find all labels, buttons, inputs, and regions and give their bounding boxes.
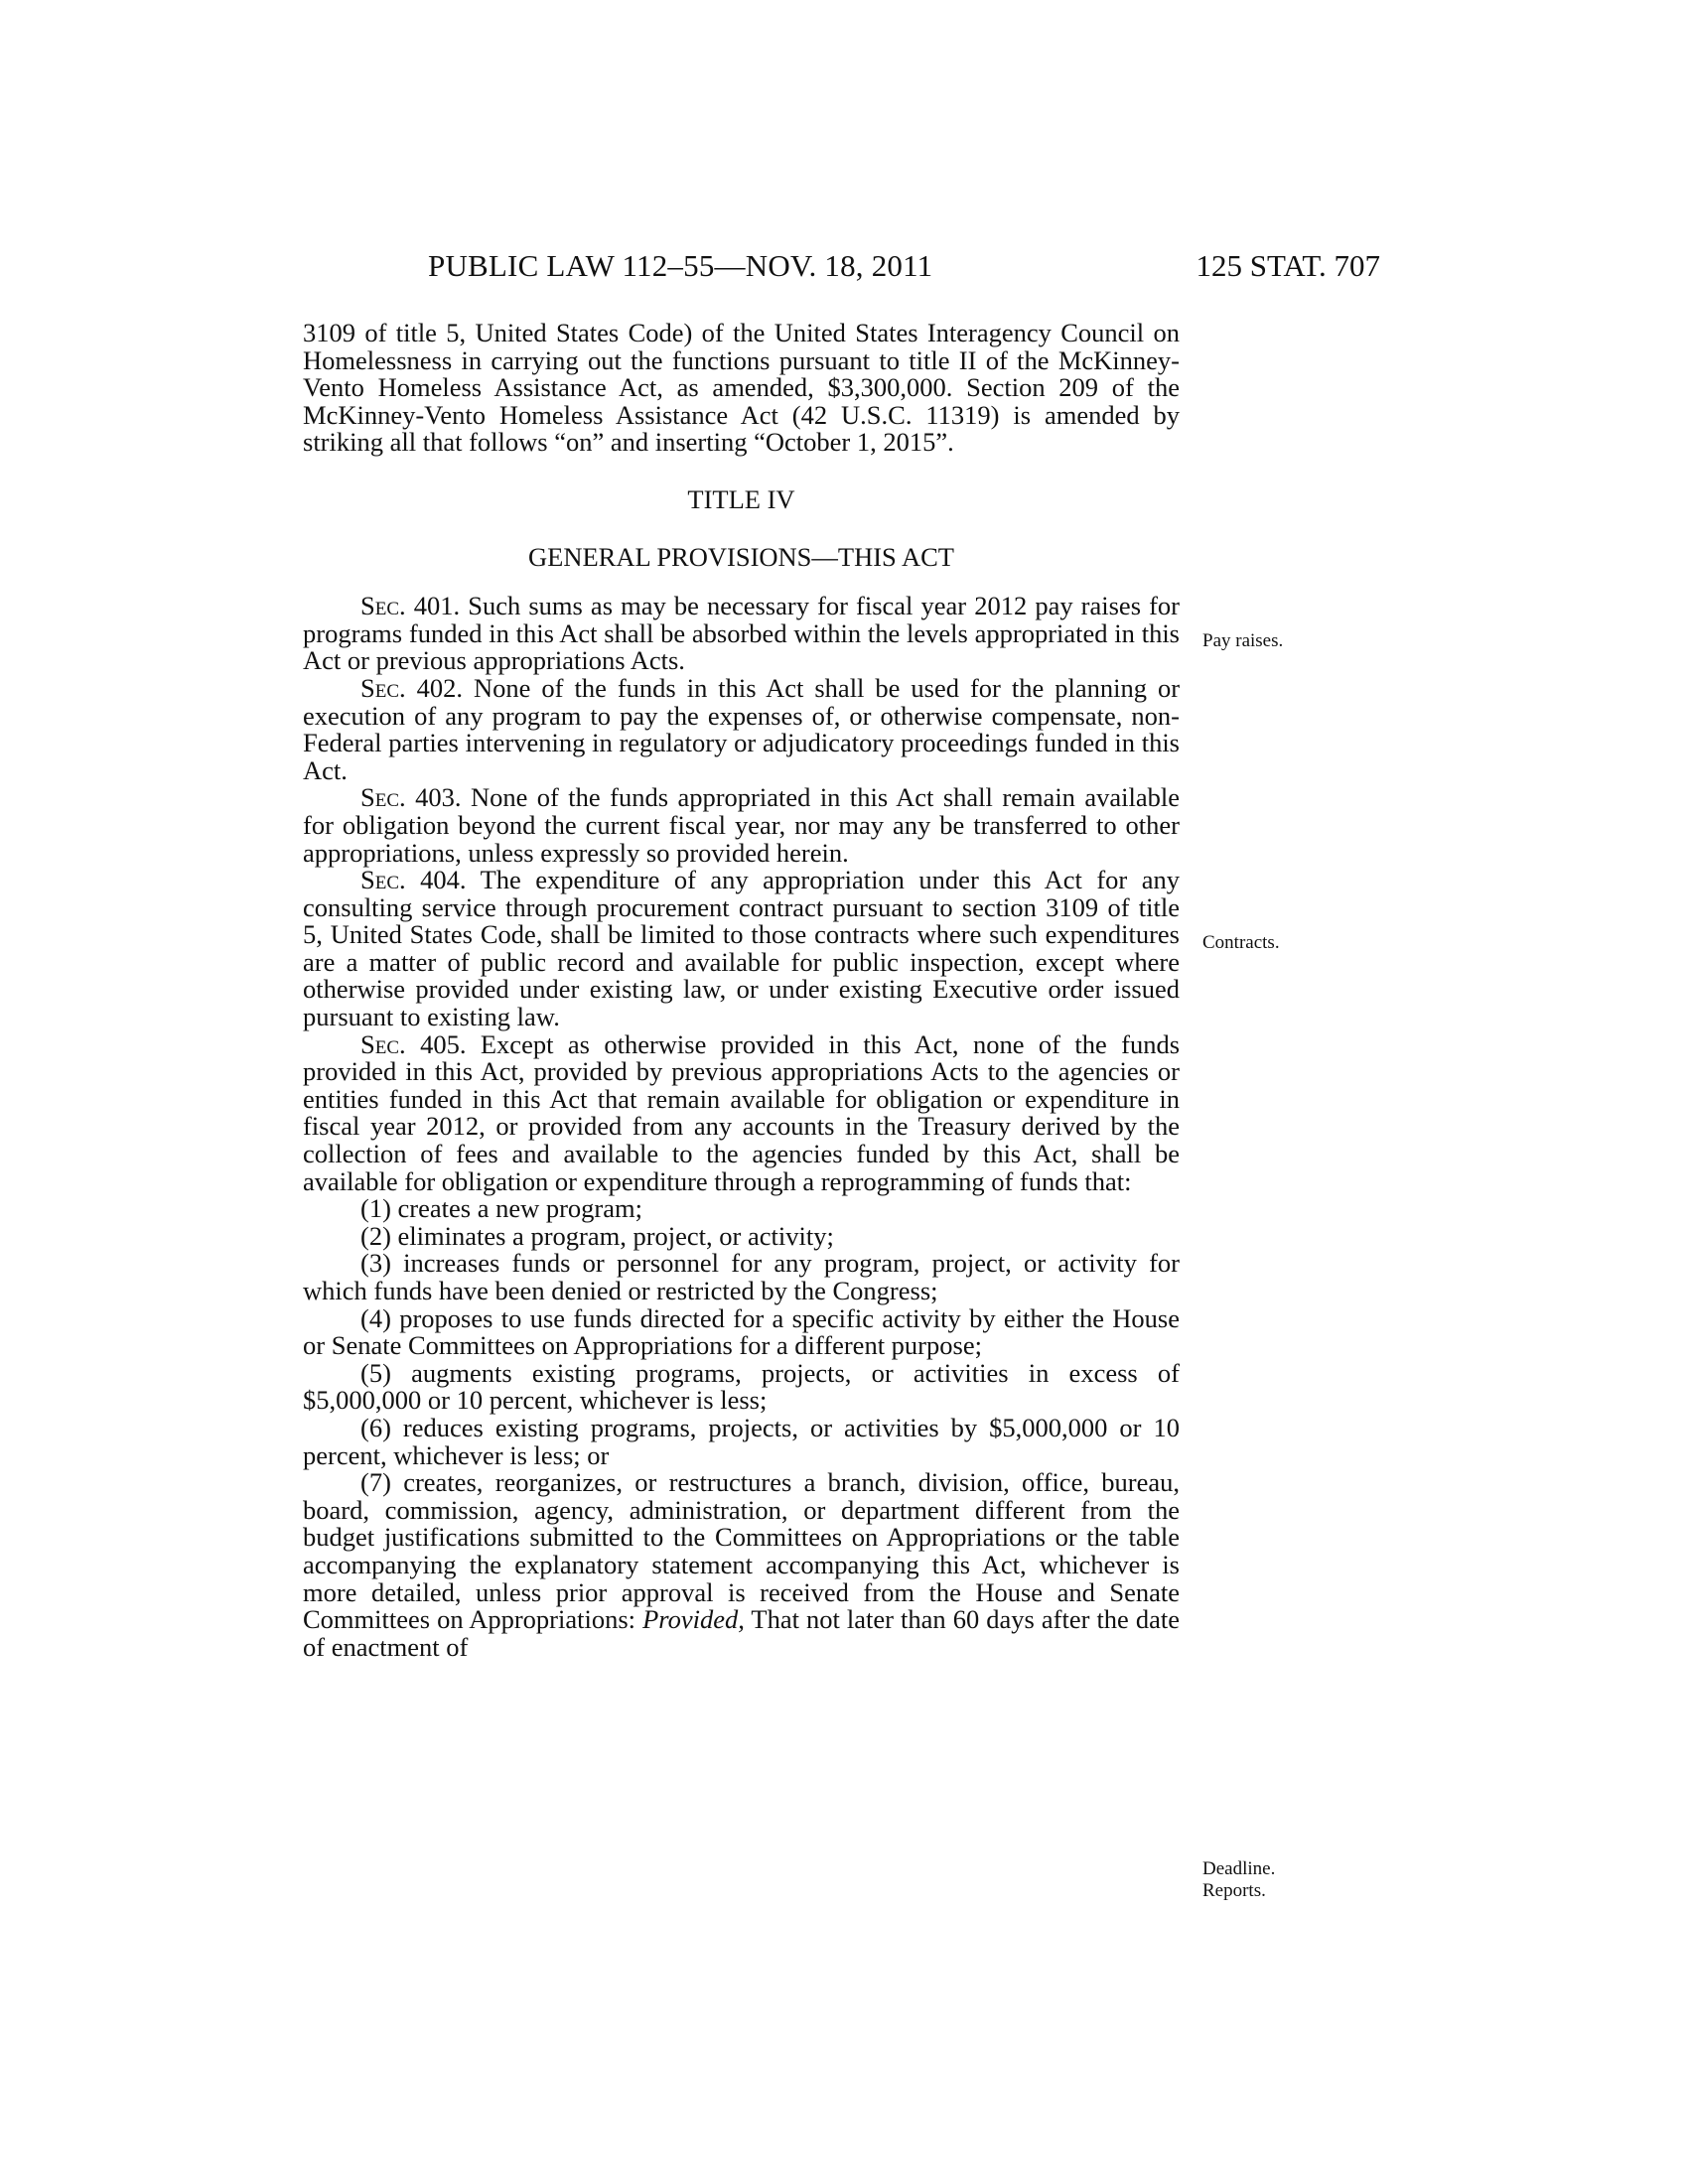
sec-label: Sec. (360, 591, 406, 621)
margin-note-reports: Reports. (1202, 1880, 1266, 1901)
running-title: PUBLIC LAW 112–55—NOV. 18, 2011 (428, 248, 933, 283)
section-number: 405. (420, 1028, 467, 1059)
section-text: None of the funds appropriated in this Act shall remain available for obligation beyond the current fiscal year, nor may any be transferred to other appropriations, unless expressly so provided herein. (303, 782, 1181, 868)
list-item: (3) increases funds or personnel for any program, project, or activity for which funds have been denied or restricted by the Congress; (303, 1248, 1180, 1305)
section-group-heading: GENERAL PROVISIONS—THIS ACT (528, 541, 954, 572)
list-item: (2) eliminates a program, project, or activity; (360, 1220, 834, 1251)
provided-term: Provided, (642, 1604, 745, 1635)
intro-paragraph: 3109 of title 5, United States Code) of the United States Interagency Council on Homelessness in carrying out the functions pursuant to title II of the McKinney-Vento Homeless Assistance Act, as amended, $3,300,000. Section 209 of the McKinney-Vento Homeless Assistance Act (42 U.S.C. 11319) is amended by striking all that follows “on” and inserting “October 1, 2015”. (303, 318, 1180, 458)
sec-label: Sec. (360, 782, 406, 813)
list-item-7 (303, 1469, 1180, 1661)
section-402 (303, 672, 1181, 785)
margin-note-contracts: Contracts. (1202, 932, 1280, 953)
list-item: (5) augments existing programs, projects, or activities in excess of $5,000,000 or 10 percent, whichever is less; (303, 1357, 1180, 1416)
title-heading: TITLE IV (687, 483, 795, 514)
margin-note-pay-raises: Pay raises. (1202, 630, 1284, 651)
section-number: 404. (420, 865, 467, 895)
section-401 (303, 593, 1180, 675)
list-item: (4) proposes to use funds directed for a specific activity by either the House or Senate Committees on Appropriations for a different purpose; (303, 1302, 1180, 1361)
statute-page-number: 125 STAT. 707 (1196, 248, 1380, 283)
section-number: 401. (413, 591, 461, 621)
sec-label: Sec. (360, 672, 406, 703)
section-405 (303, 1028, 1181, 1196)
sec-label: Sec. (360, 1028, 406, 1059)
section-403 (303, 784, 1180, 867)
item-tail: That not later than 60 days after the date of enactment of (303, 1604, 1180, 1662)
margin-note-deadline: Deadline. (1202, 1858, 1276, 1879)
list-item: (6) reduces existing programs, projects, or activities by $5,000,000 or 10 percent, whichever is less; or (303, 1412, 1180, 1470)
section-text: The expenditure of any appropriation under this Act for any consulting service through procurement contract pursuant to section 3109 of title 5, United States Code, shall be limited to those contracts where such expenditures are a matter of public record and available for public inspection, except where otherwise provided under existing law, or under existing Executive order issued pursuant to existing law. (303, 865, 1181, 1032)
section-text: None of the funds in this Act shall be used for the planning or execution of any program to pay the expenses of, or otherwise compensate, non-Federal parties intervening in regulatory or adjudicatory proceedings funded in this Act. (303, 672, 1181, 785)
section-404 (303, 867, 1180, 1031)
page-header (303, 248, 1380, 288)
section-text: Except as otherwise provided in this Act, none of the funds provided in this Act, provided by previous appropriations Acts to the agencies or entities funded in this Act that remain available for obligation or expenditure in fiscal year 2012, or provided from any accounts in the Treasury derived by the collection of fees and available to the agencies funded by this Act, shall be available for obligation or expenditure through a reprogramming of funds that: (303, 1028, 1181, 1196)
document-body (303, 320, 1180, 1661)
section-number: 403. (415, 782, 462, 813)
sec-label: Sec. (360, 865, 406, 895)
section-number: 402. (416, 672, 464, 703)
section-text: Such sums as may be necessary for fiscal year 2012 pay raises for programs funded in this Act shall be absorbed within the levels appropriated in this Act or previous appropriations Acts. (303, 591, 1181, 676)
item-text: (7) creates, reorganizes, or restructures a branch, division, office, bureau, board, commission, agency, administration, or department different from the budget justifications submitted to the Committees on Appropriations or the table accompanying the explanatory statement accompanying this Act, whichever is more detailed, unless prior approval is received from the House and Senate Committees on Appropriations: (303, 1467, 1180, 1635)
list-item: (1) creates a new program; (360, 1193, 642, 1224)
